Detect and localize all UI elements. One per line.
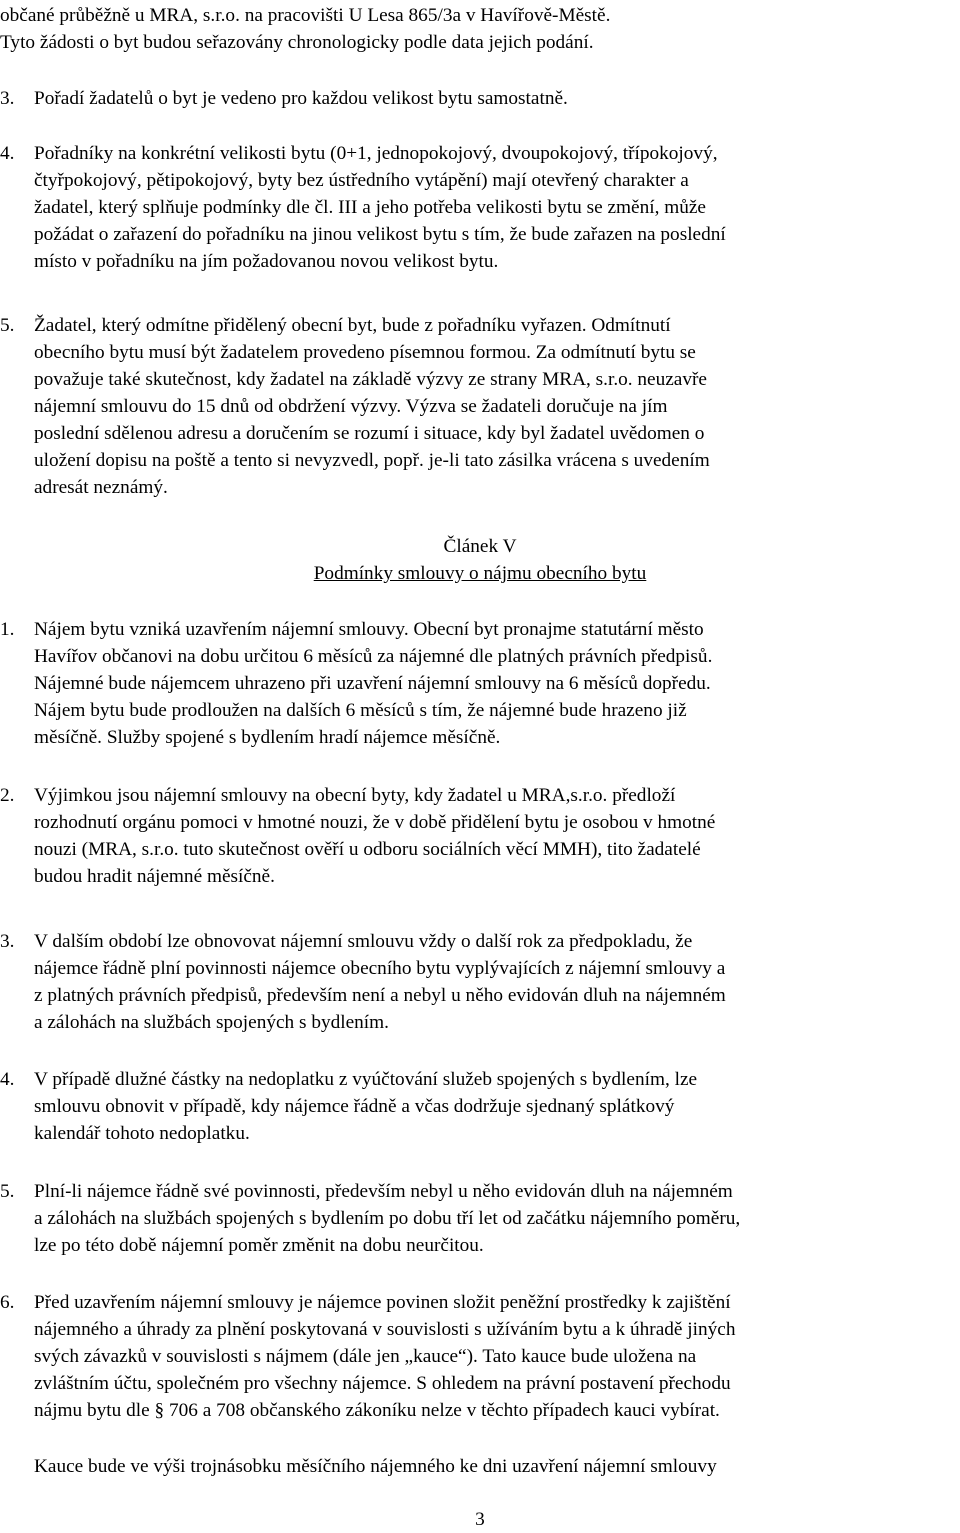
item-number: 3. [0, 88, 15, 109]
text-line: rozhodnutí orgánu pomoci v hmotné nouzi, že v době přidělení bytu je osobou v hmotné [34, 812, 716, 833]
text-line: z platných právních předpisů, především není a nebyl u něho evidován dluh na nájemném [34, 985, 726, 1006]
text-line: smlouvu obnovit v případě, kdy nájemce řádně a včas dodržuje sjednaný splátkový [34, 1096, 675, 1117]
list-item-iv-5 [0, 312, 960, 501]
intro-paragraph [0, 2, 940, 56]
text-line: žadatel, který splňuje podmínky dle čl. III a jeho potřeba velikosti bytu se změní, může [34, 197, 706, 218]
text-line: Tyto žádosti o byt budou seřazovány chronologicky podle data jejich podání. [0, 32, 594, 53]
text-line: čtyřpokojový, pětipokojový, byty bez ústředního vytápění) mají otevřený charakter a [34, 170, 689, 191]
text-line: nájemce řádně plní povinnosti nájemce obecního bytu vyplývajících z nájemní smlouvy a [34, 958, 726, 979]
list-item-iv-3 [0, 85, 960, 112]
text-line: svých závazků v souvislosti s nájmem (dále jen „kauce“). Tato kauce bude uložena na [34, 1346, 697, 1367]
item-number: 2. [0, 785, 15, 806]
text-line: nájemného a úhrady za plnění poskytovaná v souvislosti s užíváním bytu a k úhradě jiných [34, 1319, 736, 1340]
text-line: Pořadníky na konkrétní velikosti bytu (0+1, jednopokojový, dvoupokojový, třípokojový, [34, 143, 718, 164]
item-number: 3. [0, 931, 15, 952]
text-line: lze po této době nájemní poměr změnit na dobu neurčitou. [34, 1235, 484, 1256]
text-line: Nájem bytu bude prodloužen na dalších 6 měsíců s tím, že nájemné bude hrazeno již [34, 700, 687, 721]
text-line: uložení dopisu na poště a tento si nevyzvedl, popř. je-li tato zásilka vrácena s uvedením [34, 450, 710, 471]
text-line: V dalším období lze obnovovat nájemní smlouvu vždy o další rok za předpokladu, že [34, 931, 693, 952]
text-line: Před uzavřením nájemní smlouvy je nájemce povinen složit peněžní prostředky k zajištění [34, 1292, 731, 1313]
text-line: obecního bytu musí být žadatelem provedeno písemnou formou. Za odmítnutí bytu se [34, 342, 696, 363]
text-line: občané průběžně u MRA, s.r.o. na pracovišti U Lesa 865/3a v Havířově-Městě. [0, 5, 611, 26]
text-line: a zálohách na službách spojených s bydlením po dobu tří let od začátku nájemního poměru, [34, 1208, 741, 1229]
text-line: měsíčně. Služby spojené s bydlením hradí nájemce měsíčně. [34, 727, 501, 748]
text-line: poslední sdělenou adresu a doručením se rozumí i situace, kdy byl žadatel uvědomen o [34, 423, 705, 444]
text-line: požádat o zařazení do pořadníku na jinou velikost bytu s tím, že bude zařazen na poslední [34, 224, 726, 245]
list-item-v-5 [0, 1178, 960, 1259]
text-line: Nájemné bude nájemcem uhrazeno při uzavření nájemní smlouvy na 6 měsíců dopředu. [34, 673, 711, 694]
article-subheading: Podmínky smlouvy o nájmu obecního bytu [313, 563, 647, 584]
list-item-v-2 [0, 782, 960, 890]
page-number: 3 [475, 1509, 485, 1530]
text-line: adresát neznámý. [34, 477, 168, 498]
list-item-v-3 [0, 928, 960, 1036]
item-number: 1. [0, 619, 15, 640]
item-number: 5. [0, 1181, 15, 1202]
item-number: 6. [0, 1292, 15, 1313]
text-line: Havířov občanovi na dobu určitou 6 měsíců za nájemné dle platných právních předpisů. [34, 646, 713, 667]
text-line: Výjimkou jsou nájemní smlouvy na obecní byty, kdy žadatel u MRA,s.r.o. předloží [34, 785, 676, 806]
list-item-v-1 [0, 616, 960, 751]
text-line: budou hradit nájemné měsíčně. [34, 866, 275, 887]
closing-paragraph: Kauce bude ve výši trojnásobku měsíčního nájemného ke dni uzavření nájemní smlouvy [34, 1456, 717, 1477]
text-line: Pořadí žadatelů o byt je vedeno pro každou velikost bytu samostatně. [34, 88, 568, 109]
text-line: kalendář tohoto nedoplatku. [34, 1123, 250, 1144]
list-item-v-4 [0, 1066, 960, 1147]
article-subheading-wrap [0, 560, 960, 587]
text-line: nájmu bytu dle § 706 a 708 občanského zákoníku nelze v těchto případech kauci vybírat. [34, 1400, 720, 1421]
item-number: 5. [0, 315, 15, 336]
text-line: a zálohách na službách spojených s bydlením. [34, 1012, 389, 1033]
list-item-iv-4 [0, 140, 960, 275]
text-line: nájemní smlouvu do 15 dnů od obdržení výzvy. Výzva se žadateli doručuje na jím [34, 396, 668, 417]
text-line: místo v pořadníku na jím požadovanou novou velikost bytu. [34, 251, 499, 272]
item-number: 4. [0, 1069, 15, 1090]
list-item-v-6 [0, 1289, 960, 1424]
text-line: zvláštním účtu, společném pro všechny nájemce. S ohledem na právní postavení přechodu [34, 1373, 731, 1394]
text-line: Plní-li nájemce řádně své povinnosti, především nebyl u něho evidován dluh na nájemném [34, 1181, 733, 1202]
text-line: V případě dlužné částky na nedoplatku z vyúčtování služeb spojených s bydlením, lze [34, 1069, 698, 1090]
text-line: Žadatel, který odmítne přidělený obecní byt, bude z pořadníku vyřazen. Odmítnutí [34, 315, 671, 336]
text-line: považuje také skutečnost, kdy žadatel na základě výzvy ze strany MRA, s.r.o. neuzavře [34, 369, 707, 390]
item-number: 4. [0, 143, 15, 164]
text-line: Nájem bytu vzniká uzavřením nájemní smlouvy. Obecní byt pronajme statutární město [34, 619, 704, 640]
article-heading: Článek V [443, 536, 517, 557]
text-line: nouzi (MRA, s.r.o. tuto skutečnost ověří u odboru sociálních věcí MMH), tito žadatelé [34, 839, 701, 860]
